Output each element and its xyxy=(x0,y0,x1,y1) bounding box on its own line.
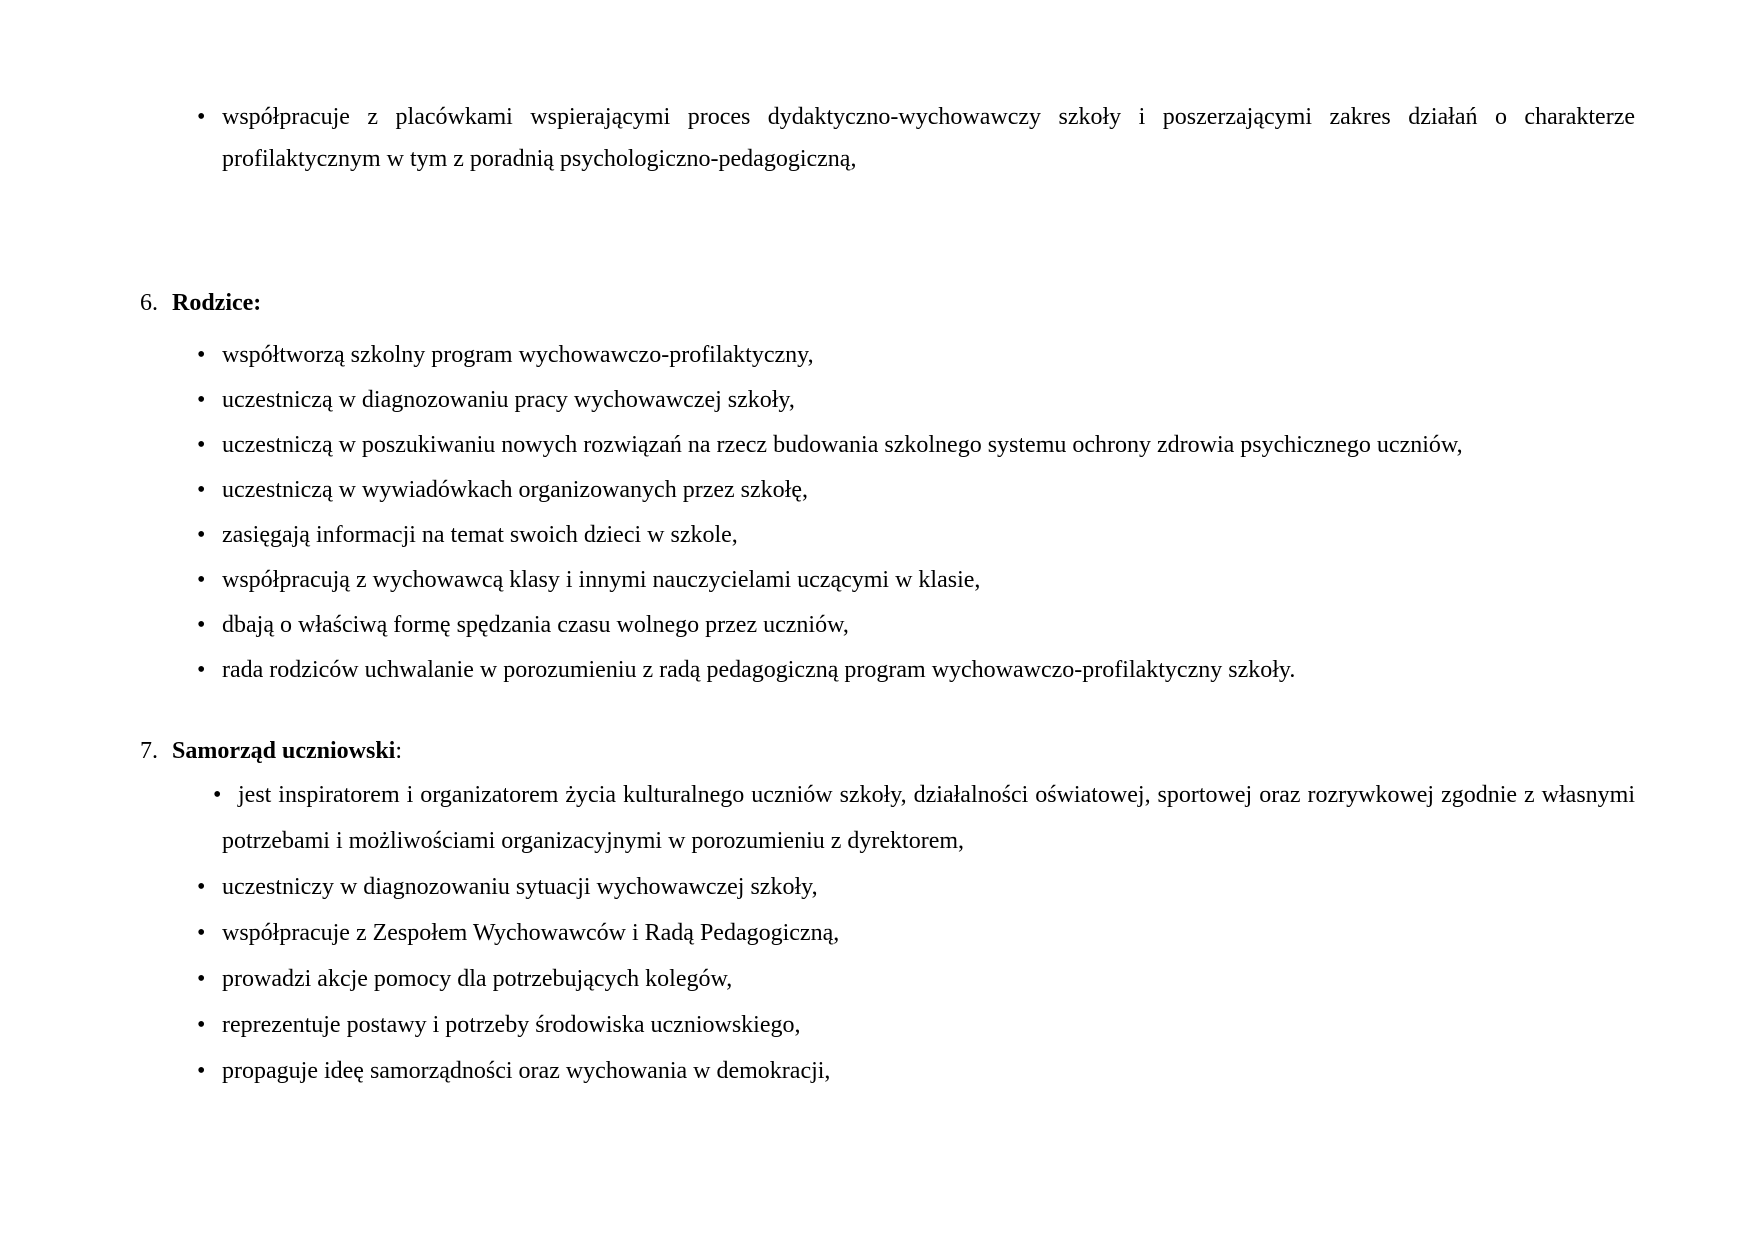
list-item-text: współtworzą szkolny program wychowawczo-profilaktyczny, xyxy=(222,342,814,368)
list-item-text: uczestniczy w diagnozowaniu sytuacji wychowawczej szkoły, xyxy=(222,874,818,900)
section-heading-rodzice xyxy=(140,288,261,318)
bullet-icon: • xyxy=(197,477,206,503)
list-item-text: reprezentuje postawy i potrzeby środowiska uczniowskiego, xyxy=(222,1012,801,1038)
bullet-icon: • xyxy=(213,782,222,808)
bullet-icon: • xyxy=(197,522,206,548)
section-number: 6. xyxy=(140,290,158,316)
list-item xyxy=(197,423,1635,468)
list-item xyxy=(197,378,1635,423)
list-item-text: prowadzi akcje pomocy dla potrzebujących kolegów, xyxy=(222,966,733,992)
bullet-icon: • xyxy=(197,567,206,593)
bullet-icon: • xyxy=(197,612,206,638)
list-item-text: jest inspiratorem i organizatorem życia kulturalnego uczniów szkoły, działalności oświatowej, sportowej oraz rozrywkowej zgodnie z własnymi potrzebami i możliwościami organizacyjnymi w porozumieniu z dyrektorem, xyxy=(222,782,1635,854)
bullet-icon: • xyxy=(197,1012,206,1038)
list-item xyxy=(197,603,1635,648)
bullet-icon: • xyxy=(197,657,206,683)
list-item xyxy=(197,772,1635,864)
list-item-text: uczestniczą w diagnozowaniu pracy wychowawczej szkoły, xyxy=(222,387,795,413)
list-item-text: rada rodziców uchwalanie w porozumieniu z radą pedagogiczną program wychowawczo-profilaktyczny szkoły. xyxy=(222,657,1296,683)
bullet-icon: • xyxy=(197,874,206,900)
list-item xyxy=(197,1002,1635,1048)
list-item-text: współpracują z wychowawcą klasy i innymi nauczycielami uczącymi w klasie, xyxy=(222,567,981,593)
section-title: Samorząd uczniowski xyxy=(172,738,396,764)
list-item-text: dbają o właściwą formę spędzania czasu wolnego przez uczniów, xyxy=(222,612,849,638)
list-item-text: uczestniczą w wywiadówkach organizowanych przez szkołę, xyxy=(222,477,808,503)
bullet-icon: • xyxy=(197,966,206,992)
list-item-text: współpracuje z Zespołem Wychowawców i Radą Pedagogiczną, xyxy=(222,920,840,946)
bullet-icon: • xyxy=(197,387,206,413)
rodzice-bullet-list xyxy=(197,333,1635,693)
list-item-text: zasięgają informacji na temat swoich dzieci w szkole, xyxy=(222,522,738,548)
bullet-icon: • xyxy=(197,104,206,130)
list-item xyxy=(197,910,1635,956)
list-item-text: uczestniczą w poszukiwaniu nowych rozwiązań na rzecz budowania szkolnego systemu ochrony zdrowia psychicznego uczniów, xyxy=(222,432,1463,458)
list-item xyxy=(197,513,1635,558)
section-heading-samorzad xyxy=(140,736,402,766)
section-title-suffix: : xyxy=(395,738,403,764)
list-item xyxy=(197,558,1635,603)
section-title: Rodzice: xyxy=(172,290,262,316)
list-item-text: współpracuje z placówkami wspierającymi proces dydaktyczno-wychowawczy szkoły i poszerzającymi zakres działań o charakterze profilaktycznym w tym z poradnią psychologiczno-pedagogiczną, xyxy=(222,104,1635,172)
list-item xyxy=(197,864,1635,910)
samorzad-bullet-list xyxy=(197,772,1635,1094)
list-item xyxy=(197,96,1635,180)
list-item xyxy=(197,333,1635,378)
list-item xyxy=(197,1048,1635,1094)
bullet-icon: • xyxy=(197,920,206,946)
list-item xyxy=(197,956,1635,1002)
list-item xyxy=(197,648,1635,693)
intro-bullet-list xyxy=(197,96,1635,180)
section-number: 7. xyxy=(140,738,158,764)
bullet-icon: • xyxy=(197,342,206,368)
bullet-icon: • xyxy=(197,432,206,458)
bullet-icon: • xyxy=(197,1058,206,1084)
list-item xyxy=(197,468,1635,513)
list-item-text: propaguje ideę samorządności oraz wychowania w demokracji, xyxy=(222,1058,831,1084)
